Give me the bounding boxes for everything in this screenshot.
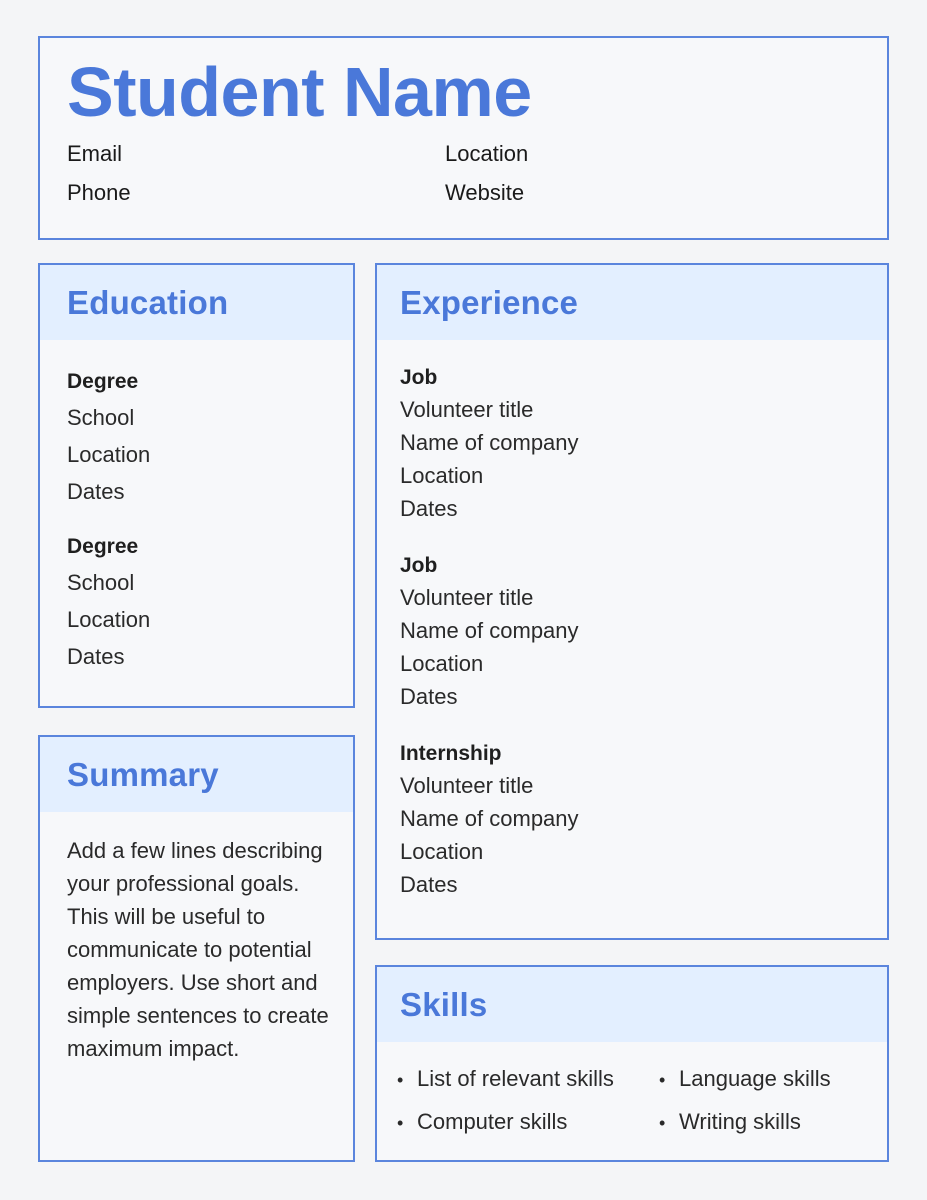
summary-section <box>38 735 355 1162</box>
skills-title: Skills <box>400 985 488 1023</box>
skills-section <box>375 965 889 1162</box>
education-entry <box>67 365 353 510</box>
experience-type-text: Internship <box>400 742 502 765</box>
experience-type-text: Job <box>400 554 438 577</box>
experience-location-text: Location <box>400 463 484 488</box>
skills-header <box>377 967 887 1042</box>
summary-text: Add a few lines describing your professional goals. This will be useful to communicate to potential employers. Use short and simple sentences to create maximum impact. <box>67 838 329 1061</box>
education-section <box>38 263 355 708</box>
location-text: Location <box>445 141 529 166</box>
skill-label: Language skills <box>679 1066 831 1091</box>
skill-label: Computer skills <box>417 1109 568 1134</box>
skill-label: Writing skills <box>679 1109 801 1134</box>
role-text: Volunteer title <box>400 397 534 422</box>
bullet-icon: • <box>397 1070 404 1090</box>
education-dates-text: Dates <box>67 644 125 669</box>
experience-dates-text: Dates <box>400 872 458 897</box>
experience-entry <box>400 363 887 525</box>
education-entry <box>67 530 353 675</box>
summary-title: Summary <box>67 755 219 793</box>
company-text: Name of company <box>400 806 579 831</box>
role-text: Volunteer title <box>400 773 534 798</box>
skill-item <box>659 1107 801 1138</box>
experience-location-text: Location <box>400 839 484 864</box>
education-title: Education <box>67 283 229 321</box>
experience-location-text: Location <box>400 651 484 676</box>
skill-item <box>397 1107 567 1138</box>
education-header <box>40 265 353 340</box>
skill-item <box>659 1064 831 1095</box>
skill-item <box>397 1064 614 1095</box>
role-text: Volunteer title <box>400 585 534 610</box>
experience-header <box>377 265 887 340</box>
education-dates-text: Dates <box>67 479 125 504</box>
degree-text: Degree <box>67 535 139 558</box>
school-text: School <box>67 405 135 430</box>
header-card <box>38 36 889 240</box>
experience-dates-text: Dates <box>400 684 458 709</box>
education-list <box>40 340 353 675</box>
skill-label: List of relevant skills <box>417 1066 614 1091</box>
experience-type-text: Job <box>400 366 438 389</box>
company-text: Name of company <box>400 430 579 455</box>
experience-entry <box>400 551 887 713</box>
experience-list <box>377 340 887 901</box>
education-location-text: Location <box>67 607 151 632</box>
student-name: Student Name <box>67 53 532 131</box>
summary-header <box>40 737 353 812</box>
experience-title: Experience <box>400 283 579 321</box>
experience-entry <box>400 739 887 901</box>
bullet-icon: • <box>659 1070 666 1090</box>
skills-list <box>377 1042 887 1152</box>
company-text: Name of company <box>400 618 579 643</box>
degree-text: Degree <box>67 370 139 393</box>
email-text: Email <box>67 141 123 166</box>
education-location-text: Location <box>67 442 151 467</box>
experience-dates-text: Dates <box>400 496 458 521</box>
experience-section <box>375 263 889 940</box>
phone-text: Phone <box>67 180 131 205</box>
bullet-icon: • <box>397 1113 404 1133</box>
website-text: Website <box>445 180 525 205</box>
bullet-icon: • <box>659 1113 666 1133</box>
school-text: School <box>67 570 135 595</box>
